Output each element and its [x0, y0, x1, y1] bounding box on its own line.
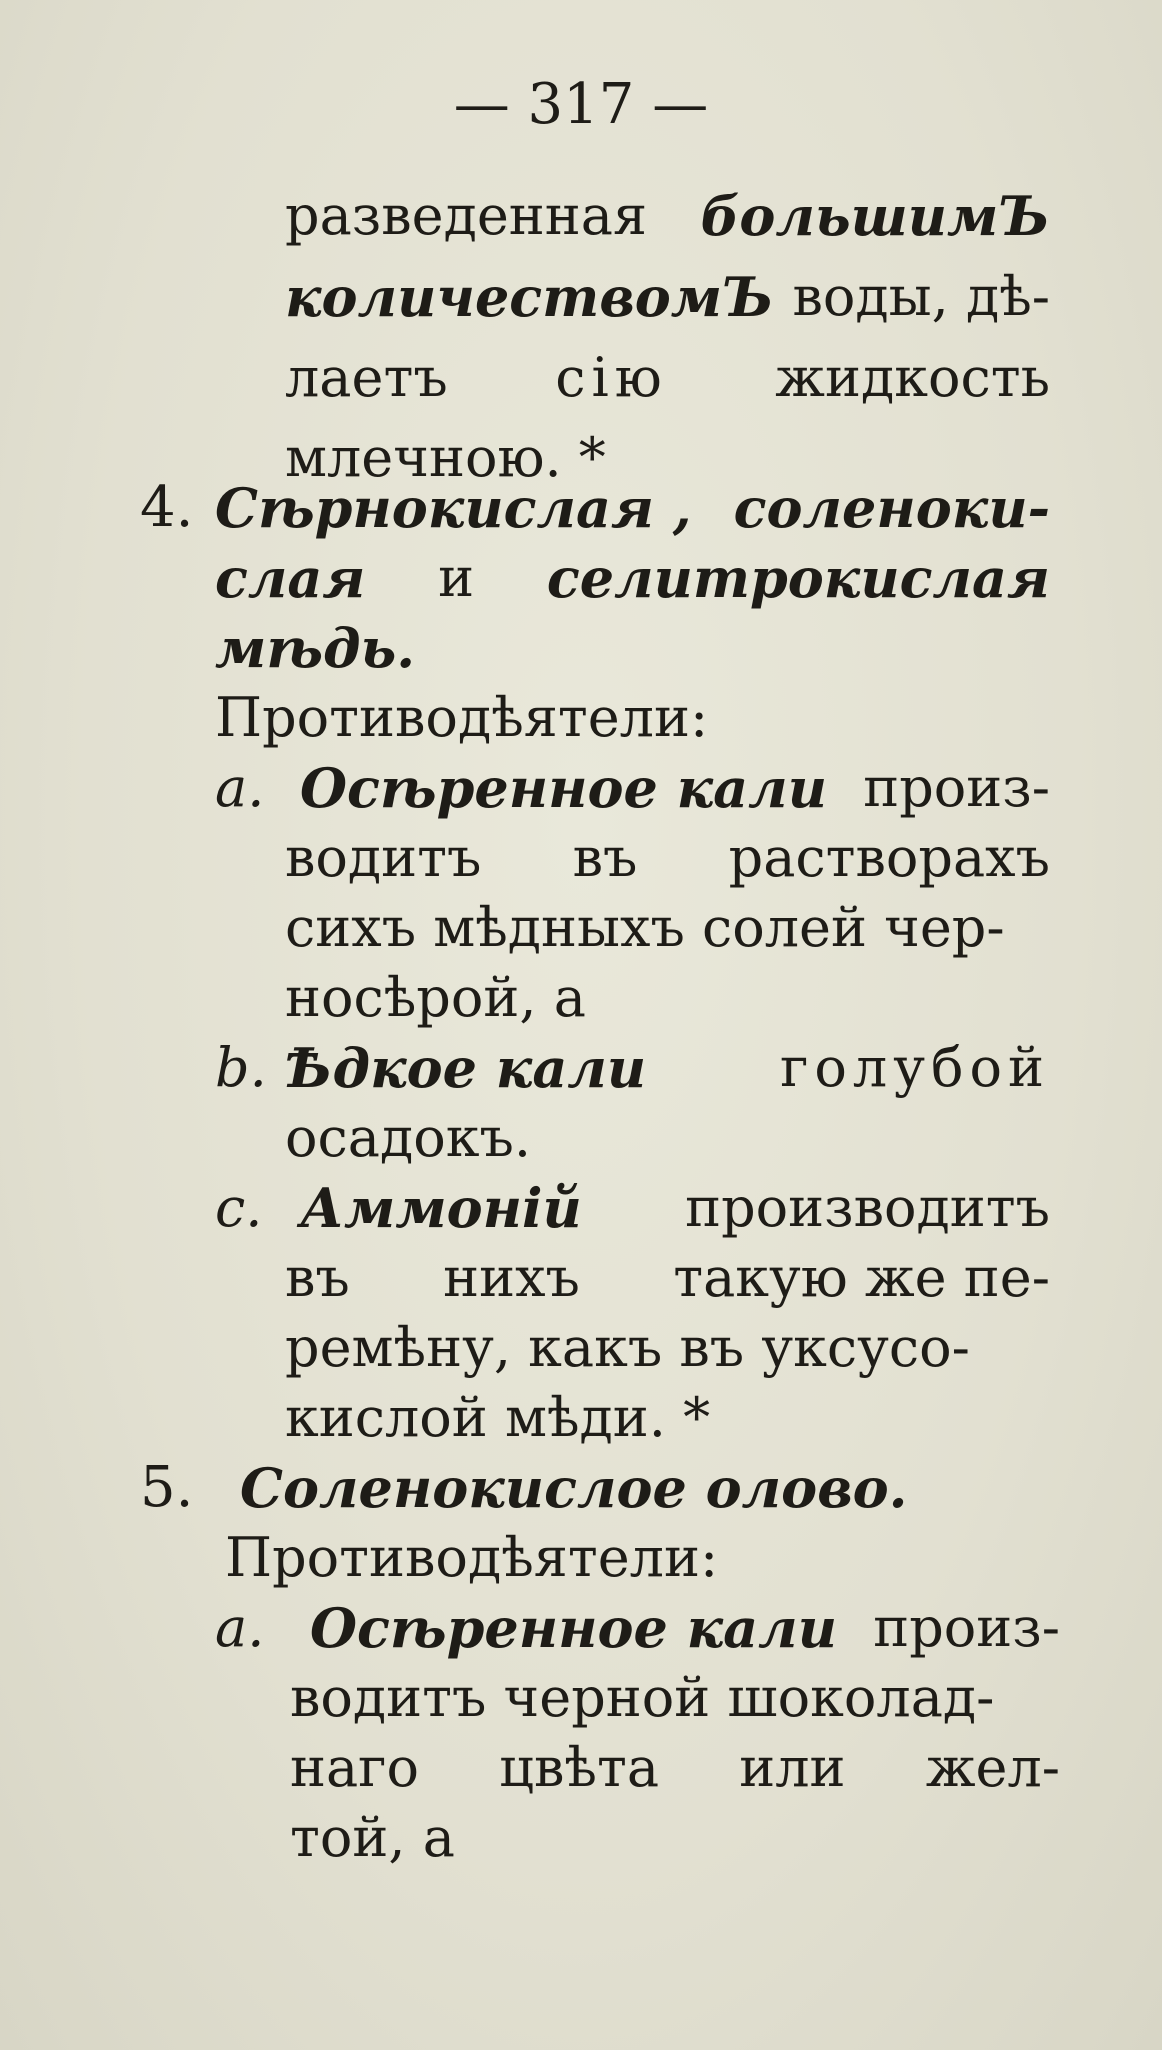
- text-line: [310, 1595, 1060, 1661]
- emphasis-word: Осѣренное кали: [300, 756, 827, 820]
- sub-item-letter: a.: [215, 1596, 265, 1659]
- text-line: [285, 1035, 1050, 1101]
- emphasis-word: количествомЪ: [285, 265, 774, 329]
- text-line: [290, 1735, 1060, 1801]
- text-word: произ-: [863, 756, 1050, 819]
- text-word: водитъ: [285, 826, 482, 889]
- text-line: кислой мѣди. *: [285, 1386, 711, 1449]
- text-word: или: [739, 1736, 846, 1799]
- text-word: произ-: [873, 1596, 1060, 1659]
- text-word: лаетъ: [285, 346, 448, 409]
- text-word: растворахъ: [728, 826, 1050, 889]
- title-word: и: [438, 546, 475, 609]
- text-line: [285, 183, 1050, 249]
- emphasis-word: большимЪ: [700, 184, 1050, 248]
- text-line: [285, 345, 1050, 411]
- text-line: [285, 264, 1050, 330]
- sub-item-letter: c.: [215, 1176, 263, 1239]
- item-number: 4.: [140, 475, 194, 540]
- text-line: [285, 1245, 1050, 1311]
- text-word: жидкость: [775, 346, 1050, 409]
- text-line: [300, 1175, 1050, 1241]
- title-word: слая: [215, 546, 366, 610]
- text-line: ремѣну, какъ въ уксусо-: [285, 1316, 970, 1379]
- text-line: [285, 825, 1050, 891]
- antidotes-label: Противодѣятели:: [215, 686, 709, 749]
- text-word: сію: [555, 346, 668, 409]
- text-word: въ: [285, 1246, 350, 1309]
- text-word: воды, дѣ-: [792, 265, 1050, 328]
- text-word: такую же пе-: [673, 1246, 1050, 1309]
- sub-item-letter: a.: [215, 756, 265, 819]
- text-line: носѣрой, а: [285, 966, 586, 1029]
- text-word: наго: [290, 1736, 419, 1799]
- item-title-line: мѣдь.: [215, 616, 415, 680]
- text-word: въ: [572, 826, 638, 889]
- item-title-line: [215, 475, 1050, 541]
- text-word: нихъ: [443, 1246, 580, 1309]
- item-title-line: [215, 545, 1050, 611]
- item-number: 5.: [140, 1455, 194, 1520]
- emphasis-word: Осѣренное кали: [310, 1596, 837, 1660]
- item-title: Соленокислое олово.: [240, 1456, 908, 1520]
- emphasis-word: Аммоній: [300, 1176, 582, 1240]
- title-word: соленоки-: [733, 476, 1050, 540]
- title-word: селитрокислая: [546, 546, 1050, 610]
- emphasis-word: Ѣдкое кали: [285, 1036, 647, 1100]
- text-line: водитъ черной шоколад-: [290, 1666, 995, 1729]
- sub-item-letter: b.: [215, 1036, 267, 1099]
- text-line: сихъ мѣдныхъ солей чер-: [285, 896, 1005, 959]
- text-word: жел-: [925, 1736, 1060, 1799]
- text-line: [300, 755, 1050, 821]
- text-word: голубой: [780, 1036, 1050, 1099]
- text-line: той, а: [290, 1806, 455, 1869]
- text-line: осадокъ.: [285, 1106, 531, 1169]
- page-number: — 317 —: [453, 72, 709, 137]
- antidotes-label: Противодѣятели:: [225, 1526, 719, 1589]
- text-word: производитъ: [685, 1176, 1050, 1239]
- title-word: Сѣрнокислая ,: [215, 476, 692, 540]
- text-word: цвѣта: [499, 1736, 660, 1799]
- text-word: разведенная: [285, 184, 648, 247]
- text-line: млечною. *: [285, 426, 606, 489]
